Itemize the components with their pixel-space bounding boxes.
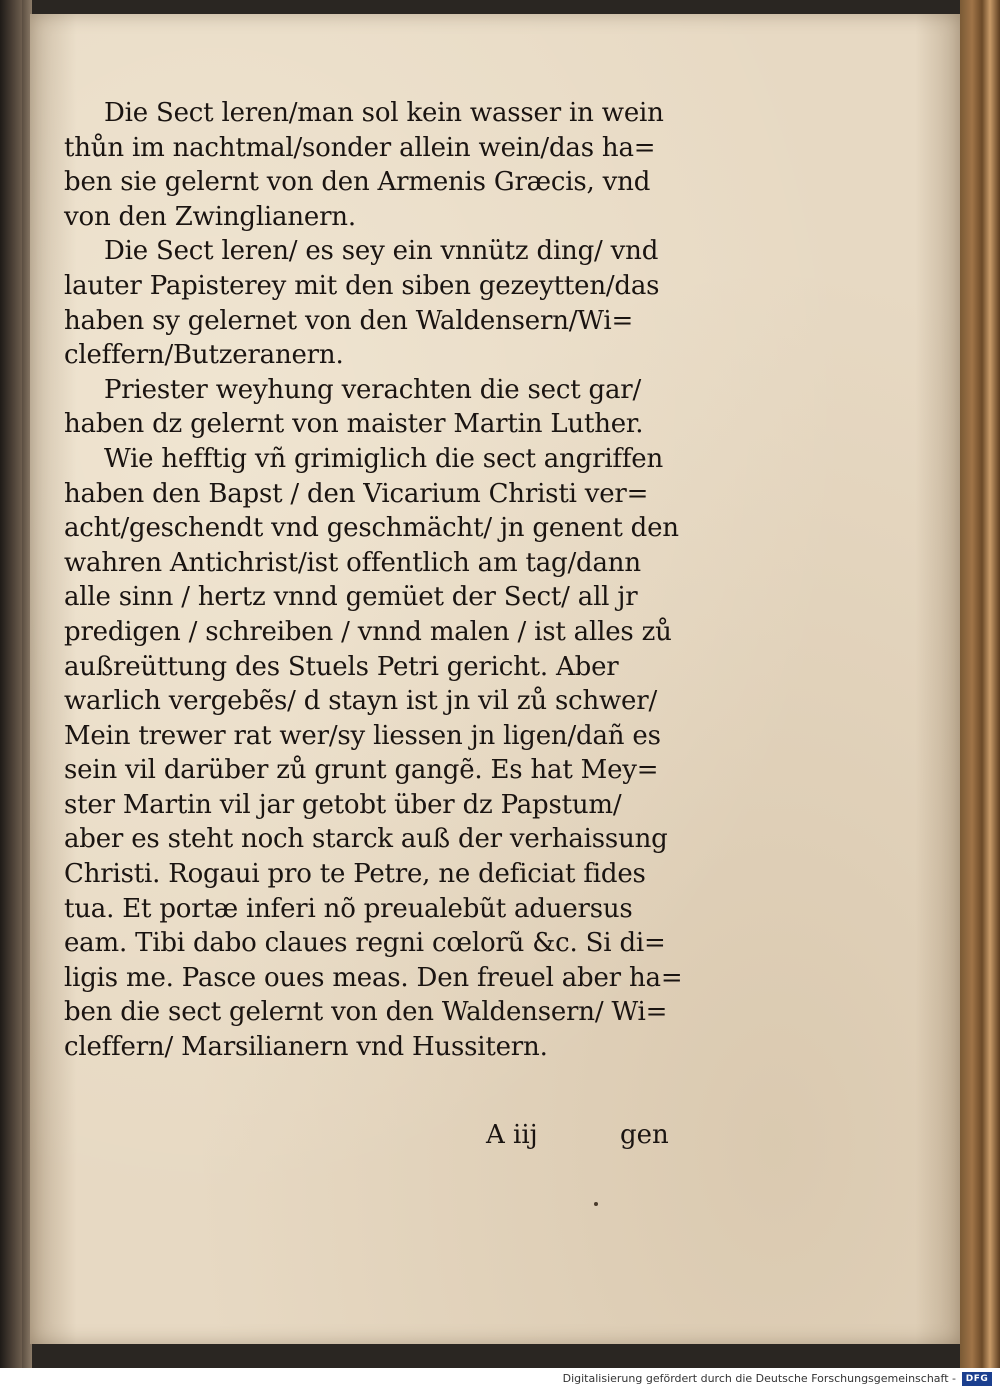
text-line: haben sy gelernet von den Waldensern/Wi= [64,305,634,336]
text-line: Wie hefftig vñ grimiglich die sect angriffen [104,443,664,474]
signature-mark: A iij [486,1120,538,1150]
text-line: wahren Antichrist/ist offentlich am tag/dann [64,547,641,578]
digitization-footer [0,1368,1000,1390]
text-line: haben dz gelernt von maister Martin Luther. [64,409,644,440]
text-line: eam. Tibi dabo claues regni cœlorũ &c. Si di= [64,928,666,959]
text-line: ligis me. Pasce oues meas. Den freuel aber ha= [64,962,683,993]
dfg-logo: DFG [962,1372,992,1386]
text-line: cleffern/ Marsilianern vnd Hussitern. [64,1032,548,1063]
text-line: acht/geschendt vnd geschmächt/ jn genent den [64,513,679,544]
funding-credit: Digitalisierung gefördert durch die Deutsche Forschungsgemeinschaft - [562,1372,956,1385]
text-line: Die Sect leren/man sol kein wasser in wein [104,98,664,128]
text-line: predigen / schreiben / vnnd malen / ist alles zů [64,616,672,647]
text-line: warlich vergebẽs/ d stayn ist jn vil zů schwer/ [64,686,658,717]
facing-page-edge [0,0,22,1368]
text-line: außreüttung des Stuels Petri gericht. Aber [64,651,619,682]
text-line: alle sinn / hertz vnnd gemüet der Sect/ all jr [64,582,638,613]
text-line: Priester weyhung verachten die sect gar/ [104,374,642,405]
text-line: lauter Papisterey mit den siben gezeytten/das [64,270,660,301]
text-line: Die Sect leren/ es sey ein vnnütz ding/ vnd [104,236,659,267]
paper-speck [594,1202,598,1206]
text-line: thůn im nachtmal/sonder allein wein/das ha= [64,132,656,163]
text-line: haben den Bapst / den Vicarium Christi ver= [64,478,649,509]
text-line: Mein trewer rat wer/sy liessen jn ligen/dañ es [64,720,661,751]
catchword: gen [620,1120,669,1150]
page-text [64,96,694,1065]
text-line: Christi. Rogaui pro te Petre, ne deficiat fides [64,859,646,890]
text-line: sein vil darüber zů grunt gangẽ. Es hat Mey= [64,755,659,786]
text-line: von den Zwinglianern. [64,201,356,232]
text-line: tua. Et portæ inferi nõ preualebũt aduersus [64,893,633,924]
text-line: ster Martin vil jar getobt über dz Papstum/ [64,789,622,820]
text-line: cleffern/Butzeranern. [64,340,344,371]
text-line: aber es steht noch starck auß der verhaissung [64,824,668,855]
text-line: ben sie gelernt von den Armenis Græcis, vnd [64,167,651,198]
page-foot-line [486,1120,686,1154]
text-line: ben die sect gelernt von den Waldensern/ Wi= [64,997,668,1028]
book-cover-edge [960,0,1000,1368]
